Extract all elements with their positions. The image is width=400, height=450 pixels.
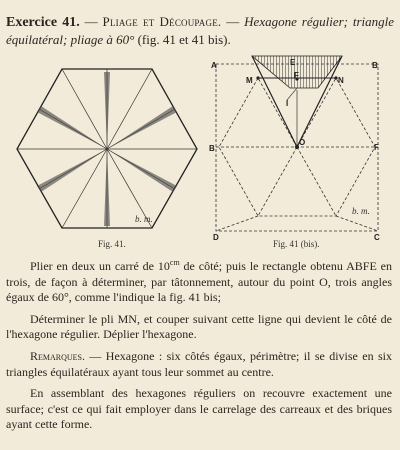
paragraph-fold: Déterminer le pli MN, et couper suivant cette ligne qui devient le côté de l'hexagone régulier. Déplier l'hexagone. — [6, 311, 392, 342]
label-d: D — [213, 233, 219, 242]
hexagon-figure — [17, 69, 197, 228]
exercise-body — [6, 259, 392, 439]
exercise-subject: Hexagone régulier; triangle équilatéral; pliage à 60° — [6, 14, 395, 47]
paragraph-remarks: Remarques. — Hexagone : six côtés égaux, périmètre; il se divise en six triangles équilatéraux ayant tous leur sommet au centre. — [6, 348, 392, 379]
label-i: I — [286, 99, 289, 108]
label-o: O — [299, 138, 306, 147]
right-figure-signature: b. m. — [352, 206, 370, 216]
label-m: M — [246, 76, 253, 85]
exercise-number: Exercice 41. — [6, 15, 80, 30]
paragraph-tiling: En assemblant des hexagones réguliers on recouvre exactement une surface; c'est ce qui fait employer dans le carrelage des carreaux et des briques ayant cette forme. — [6, 386, 392, 432]
left-figure-caption: Fig. 41. — [98, 239, 126, 249]
label-b-top: B — [372, 61, 378, 70]
right-figure-caption: Fig. 41 (bis). — [273, 239, 320, 249]
label-f-right: F — [374, 143, 379, 152]
figure-reference: (fig. 41 et 41 bis). — [134, 32, 231, 47]
folding-diagram — [209, 56, 380, 242]
label-e: E — [290, 58, 296, 67]
exercise-heading: Exercice 41. — Pliage et Découpage. — Hexagone régulier; triangle équilatéral; pliage à 60° (fig. 41 et 41 bis). — [6, 14, 395, 47]
label-a: A — [211, 61, 217, 70]
label-f-top: F — [294, 71, 299, 80]
exercise-topic: Pliage et Découpage. — [102, 14, 222, 29]
label-c: C — [374, 233, 380, 242]
remarks-label: Remarques. — [30, 348, 86, 363]
label-n: N — [338, 76, 344, 85]
label-b-left: B — [209, 144, 215, 153]
left-figure-signature: b. m. — [135, 214, 153, 224]
paragraph-instructions: Plier en deux un carré de $10^{cm}$ de côté; puis le rectangle obtenu ABFE en trois, de façon à déterminer, par tâtonnement, autour du point O, trois angles égaux de 60°, comme l'indique la fig. 41 bis; — [6, 258, 392, 305]
